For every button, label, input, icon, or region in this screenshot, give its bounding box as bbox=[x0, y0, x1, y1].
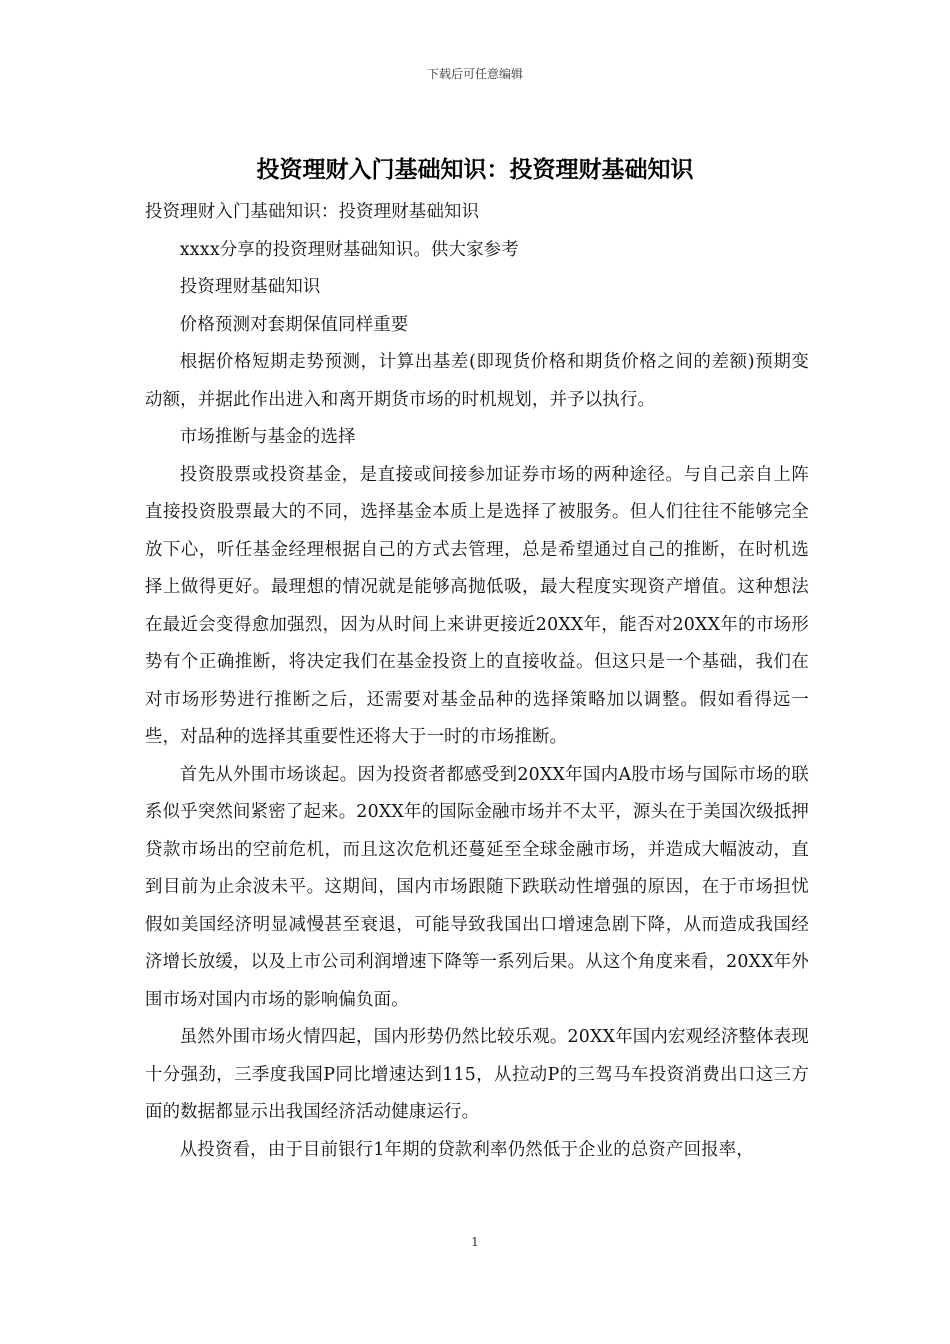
paragraph: 根据价格短期走势预测，计算出基差(即现货价格和期货价格之间的差额)预期变动额，并据此作出进入和离开期货市场的时机规划，并予以执行。 bbox=[145, 352, 809, 410]
paragraph-subtitle: 投资理财入门基础知识：投资理财基础知识 bbox=[145, 202, 480, 222]
section-heading: 价格预测对套期保值同样重要 bbox=[179, 314, 409, 335]
section-heading: 市场推断与基金的选择 bbox=[179, 427, 356, 447]
document-body bbox=[145, 194, 809, 1169]
document-title: 投资理财入门基础知识：投资理财基础知识 bbox=[256, 157, 694, 183]
paragraph: 首先从外围市场谈起。因为投资者都感受到20XX年国内A股市场与国际市场的联系似乎突然间紧密了起来。20XX年的国际金融市场并不太平，源头在于美国次级抵押贷款市场出的空前危机，而且这次危机还蔓延至全球金融市场，并造成大幅波动，直到目前为止余波未平。这期间，国内市场跟随下跌联动性增强的原因，在于市场担忧假如美国经济明显减慢甚至衰退，可能导致我国出口增速急剧下降，从而造成我国经济增长放缓，以及上市公司利润增速下降等一系列后果。从这个角度来看，20XX年外围市场对国内市场的影响偏负面。 bbox=[145, 764, 809, 1010]
page-number: 1 bbox=[471, 1235, 479, 1249]
paragraph: 虽然外围市场火情四起，国内形势仍然比较乐观。20XX年国内宏观经济整体表现十分强劲，三季度我国P同比增速达到115，从拉动P的三驾马车投资消费出口这三方面的数据都显示出我国经济活动健康运行。 bbox=[145, 1027, 809, 1122]
paragraph: 投资股票或投资基金，是直接或间接参加证券市场的两种途径。与自己亲自上阵直接投资股票最大的不同，选择基金本质上是选择了被服务。但人们往往不能够完全放下心，听任基金经理根据自己的方式去管理，总是希望通过自己的推断，在时机选择上做得更好。最理想的情况就是能够高抛低吸，最大程度实现资产增值。这种想法在最近会变得愈加强烈，因为从时间上来讲更接近20XX年，能否对20XX年的市场形势有个正确推断，将决定我们在基金投资上的直接收益。但这只是一个基础，我们在对市场形势进行推断之后，还需要对基金品种的选择策略加以调整。假如看得远一些，对品种的选择其重要性还将大于一时的市场推断。 bbox=[145, 464, 809, 747]
page-header: 下载后可任意编辑 bbox=[426, 67, 523, 81]
section-heading: 投资理财基础知识 bbox=[179, 277, 321, 297]
paragraph: 从投资看，由于目前银行1年期的贷款利率仍然低于企业的总资产回报率， bbox=[179, 1139, 754, 1160]
paragraph-intro: xxxx分享的投资理财基础知识。供大家参考 bbox=[179, 239, 519, 260]
